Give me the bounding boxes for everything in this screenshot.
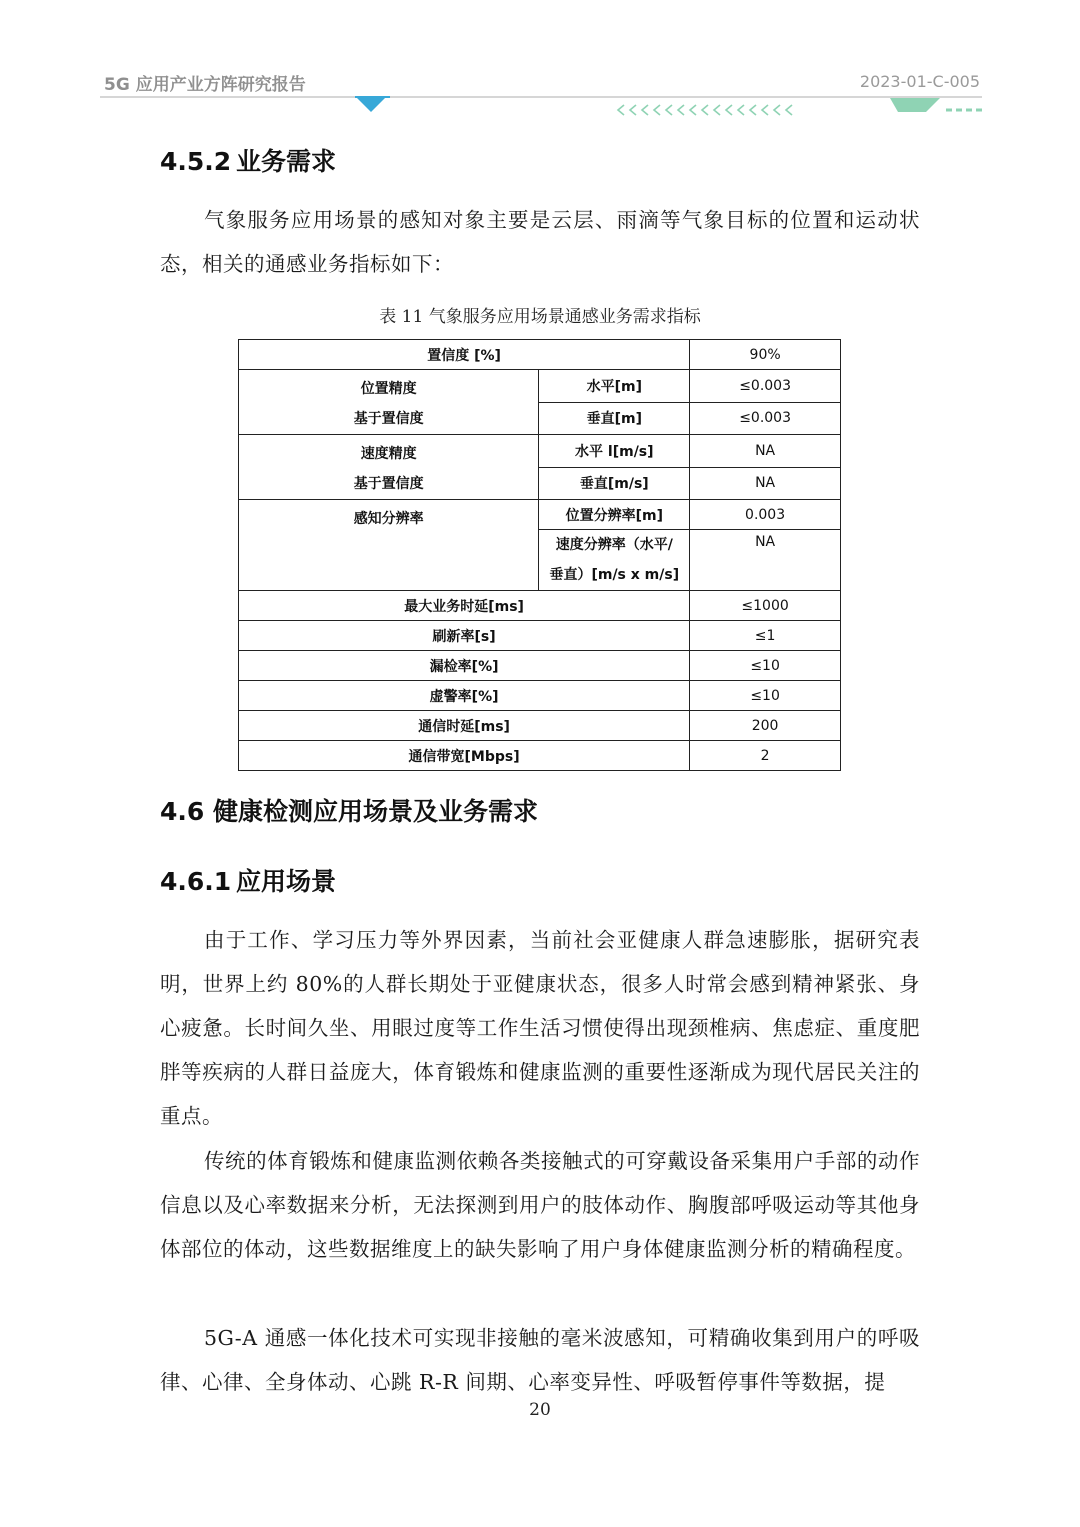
section-title: 应用场景 xyxy=(236,867,337,896)
table-cell-label: 漏检率[%] xyxy=(239,651,690,681)
table-row xyxy=(239,651,841,681)
group-label-stack xyxy=(239,504,538,534)
group-label-stack xyxy=(239,374,538,434)
header-decoration xyxy=(100,92,982,118)
table-cell-value: ≤10 xyxy=(690,651,841,681)
group-label-line: 基于置信度 xyxy=(353,476,424,492)
table-cell-value: 90% xyxy=(690,340,841,370)
table-cell-sublabel: 垂直[m/s] xyxy=(539,467,690,500)
table-cell-value: NA xyxy=(690,530,841,591)
table-cell-value: ≤1 xyxy=(690,621,841,651)
table-cell-label: 通信带宽[Mbps] xyxy=(239,741,690,771)
table-row xyxy=(239,370,841,403)
table-cell-value: 200 xyxy=(690,711,841,741)
table-cell-value: ≤10 xyxy=(690,681,841,711)
table-cell-value: 2 xyxy=(690,741,841,771)
table-cell-sublabel: 速度分辨率（水平/垂直）[m/s x m/s] xyxy=(539,530,690,591)
body-paragraph: 由于工作、学习压力等外界因素，当前社会亚健康人群急速膨胀，据研究表明，世界上约 80%的人群长期处于亚健康状态，很多人时常会感到精神紧张、身心疲惫。长时间久坐、用眼过度等工作生活习惯使得出现颈椎病、焦虑症、重度肥胖等疾病的人群日益庞大，体育锻炼和健康监测的重要性逐渐成为现代居民关注的重点。 xyxy=(160,928,920,1128)
table-cell-group-label xyxy=(239,435,539,500)
group-label-stack xyxy=(239,439,538,499)
page-number: 20 xyxy=(529,1400,551,1420)
table-cell-value: 0.003 xyxy=(690,500,841,530)
section-title: 业务需求 xyxy=(236,147,337,176)
table-row xyxy=(239,741,841,771)
table-cell-label: 最大业务时延[ms] xyxy=(239,591,690,621)
table-cell-value: NA xyxy=(690,467,841,500)
header-doc-id: 2023-01-C-005 xyxy=(859,72,980,91)
table-row xyxy=(239,340,841,370)
header-green-wedge-icon xyxy=(890,98,940,112)
header-title: 5G 应用产业方阵研究报告 xyxy=(104,75,306,95)
table-caption: 表 11 气象服务应用场景通感业务需求指标 xyxy=(379,307,701,327)
table-row xyxy=(239,500,841,530)
table-row xyxy=(239,621,841,651)
section-heading-4-6-1 xyxy=(160,862,336,898)
section-heading-4-6: 4.6 健康检测应用场景及业务需求 xyxy=(160,797,538,826)
body-paragraph: 5G-A 通感一体化技术可实现非接触的毫米波感知，可精确收集到用户的呼吸律、心律、全身体动、心跳 R-R 间期、心率变异性、呼吸暂停事件等数据，提 xyxy=(160,1326,920,1394)
header-chevrons-icon xyxy=(618,105,792,115)
table-cell-value: ≤1000 xyxy=(690,591,841,621)
section-heading-4-5-2 xyxy=(160,142,336,178)
table-cell-sublabel: 水平[m] xyxy=(539,370,690,403)
table-cell-sublabel: 垂直[m] xyxy=(539,402,690,435)
table-cell-group-label xyxy=(239,500,539,591)
section-number: 4.6.1 xyxy=(160,867,232,896)
table-cell-label: 刷新率[s] xyxy=(239,621,690,651)
table-cell-label: 虚警率[%] xyxy=(239,681,690,711)
table-cell-value: NA xyxy=(690,435,841,468)
body-paragraph: 传统的体育锻炼和健康监测依赖各类接触式的可穿戴设备采集用户手部的动作信息以及心率数据来分析，无法探测到用户的肢体动作、胸腹部呼吸运动等其他身体部位的体动，这些数据维度上的缺失影响了用户身体健康监测分析的精确程度。 xyxy=(160,1149,920,1261)
table-cell-group-label xyxy=(239,370,539,435)
table-cell-label: 置信度 [%] xyxy=(239,340,690,370)
table-cell-sublabel: 水平 l[m/s] xyxy=(539,435,690,468)
group-label-line: 基于置信度 xyxy=(353,411,424,427)
body-paragraph: 气象服务应用场景的感知对象主要是云层、雨滴等气象目标的位置和运动状态，相关的通感业务指标如下： xyxy=(160,208,920,276)
group-label-line: 感知分辨率 xyxy=(353,511,424,527)
table-row xyxy=(239,681,841,711)
table-row xyxy=(239,435,841,468)
requirements-table xyxy=(238,339,841,771)
table-row xyxy=(239,711,841,741)
table-cell-value: ≤0.003 xyxy=(690,402,841,435)
group-label-line: 位置精度 xyxy=(360,381,417,397)
table-cell-value: ≤0.003 xyxy=(690,370,841,403)
table-row xyxy=(239,591,841,621)
section-number: 4.5.2 xyxy=(160,147,232,176)
table-cell-label: 通信时延[ms] xyxy=(239,711,690,741)
header-triangle-icon xyxy=(356,97,386,112)
group-label-line: 速度精度 xyxy=(360,446,417,462)
table-cell-sublabel: 位置分辨率[m] xyxy=(539,500,690,530)
